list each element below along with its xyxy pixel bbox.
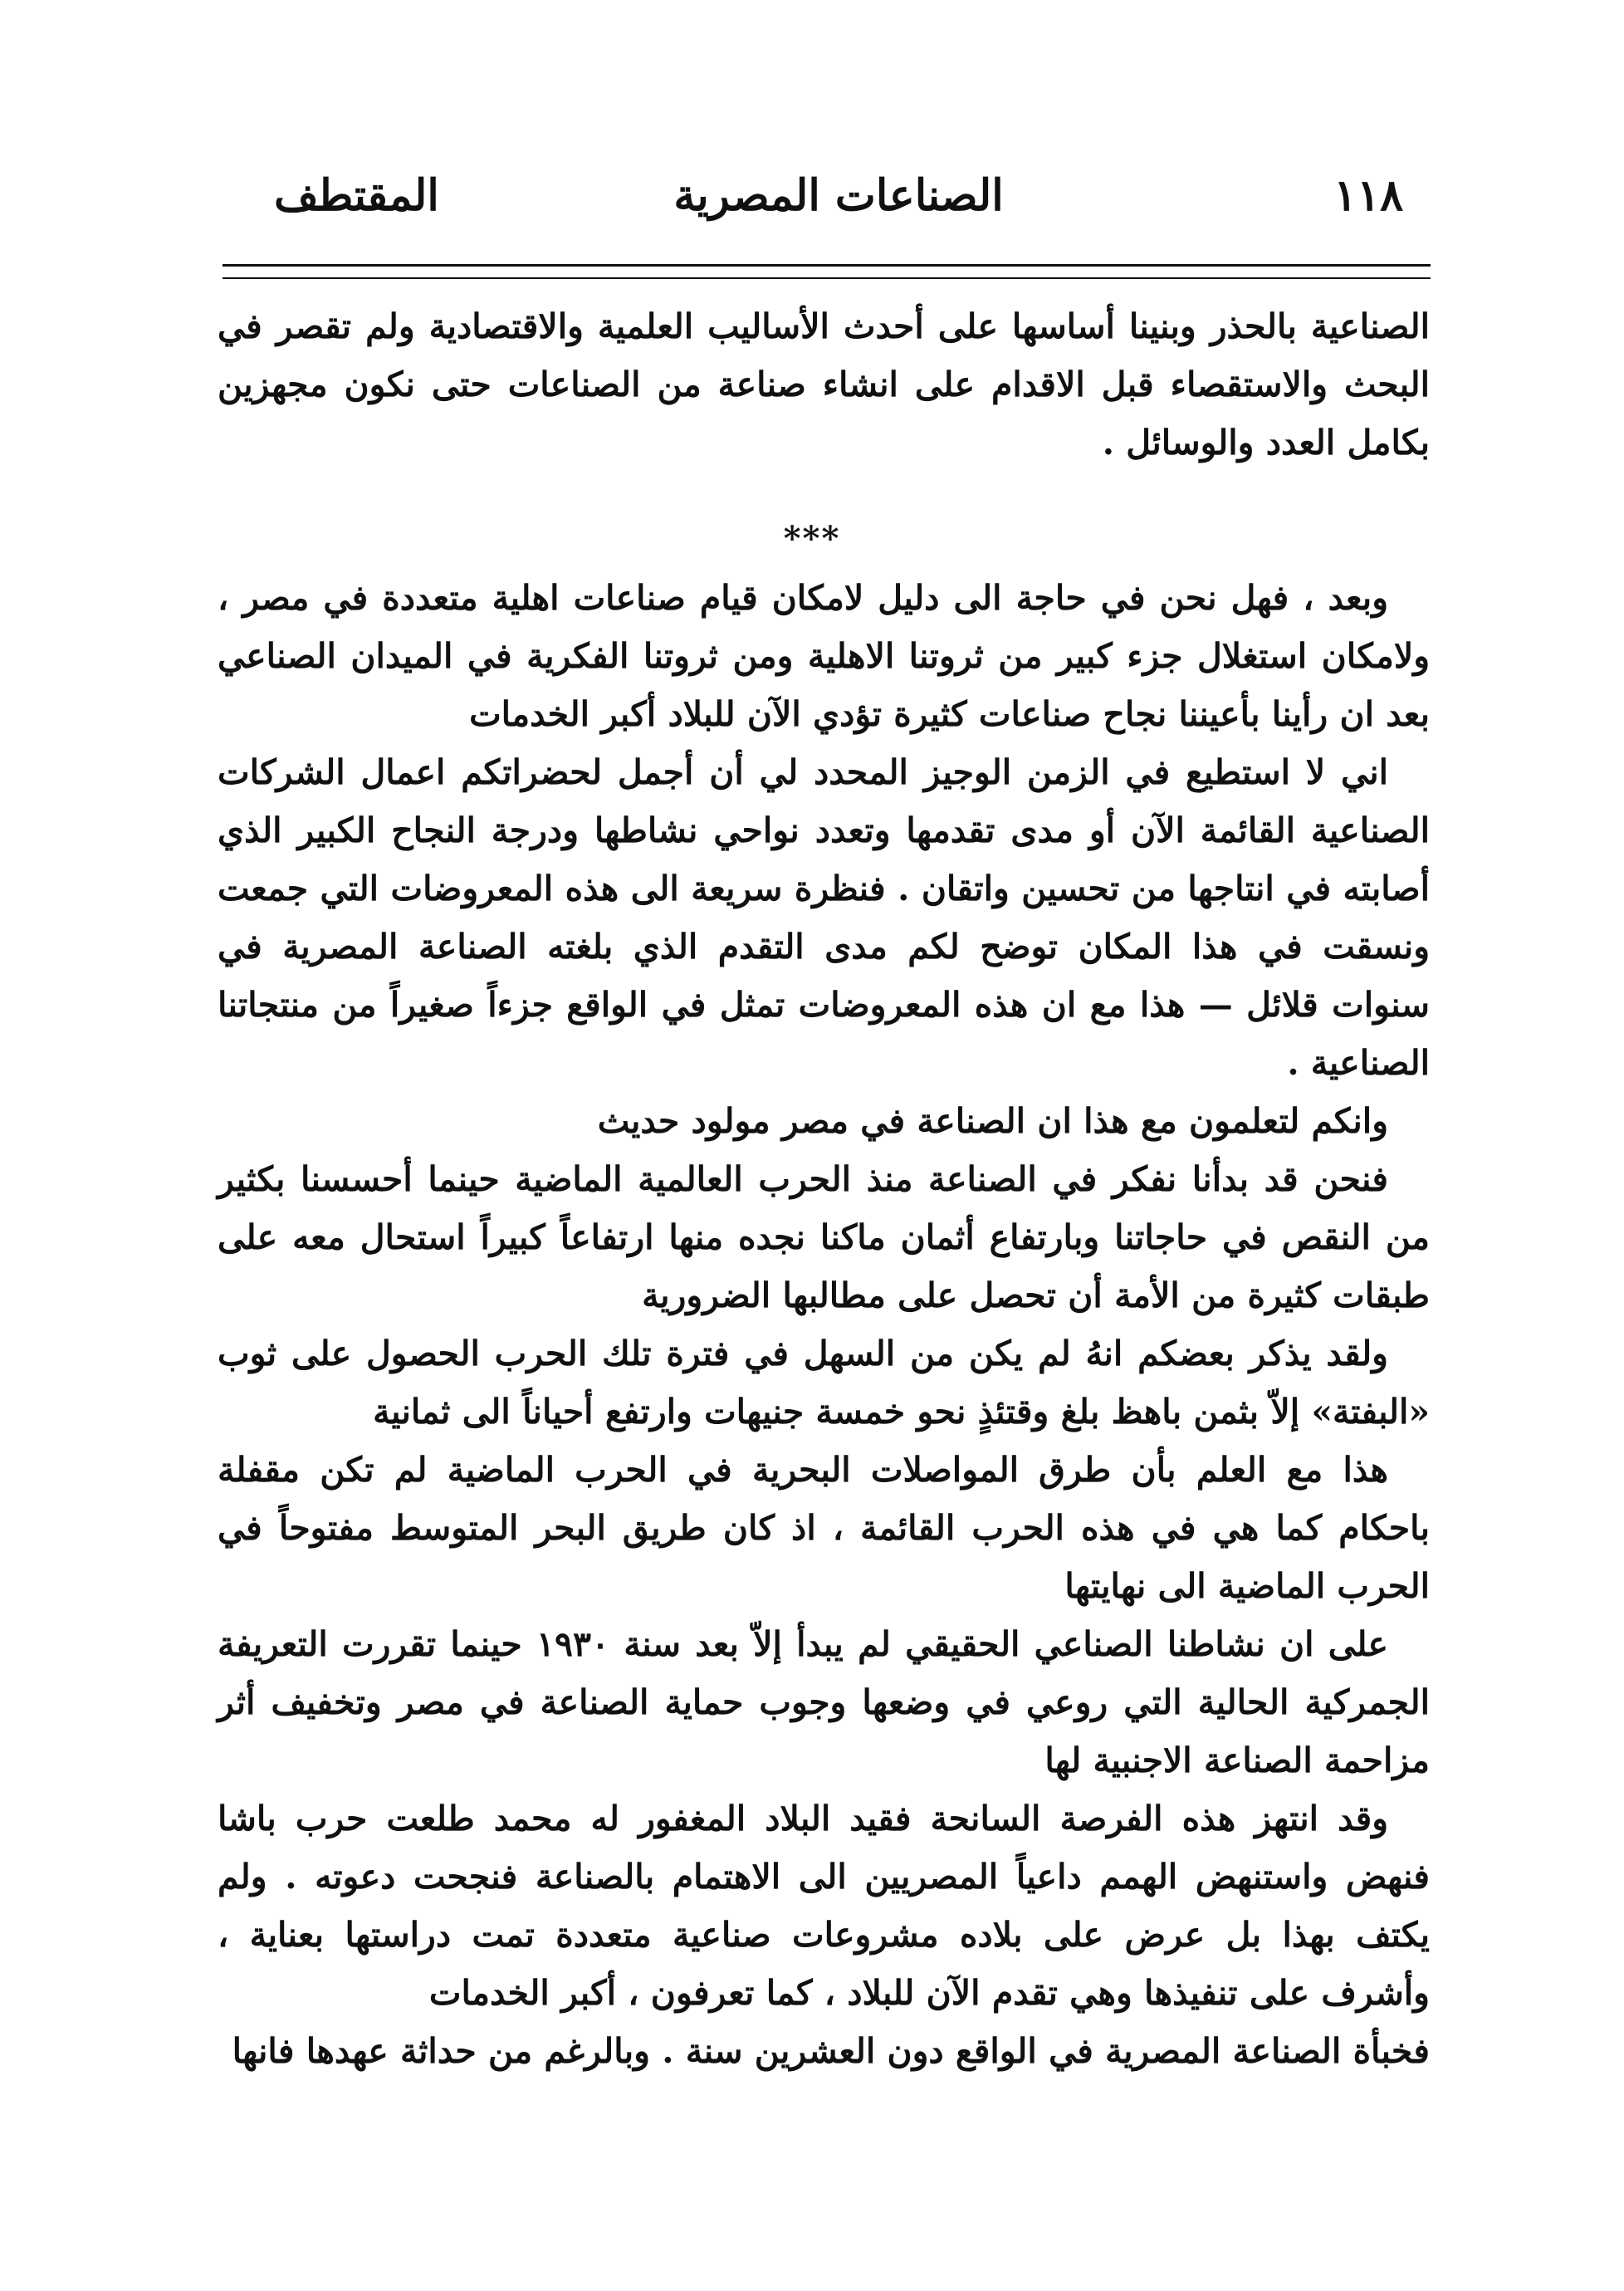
running-header	[274, 170, 1403, 237]
paragraph-3: وانكم لتعلمون مع هذا ان الصناعة في مصر مولود حديث	[597, 1101, 1388, 1141]
opening-paragraph: الصناعية بالحذر وبنينا أساسها على أحدث الأساليب العلمية والاقتصادية ولم تقصر في البحث والاستقصاء قبل الاقدام على انشاء صناعة من الصناعات حتى نكون مجهزين بكامل العدد والوسائل .	[218, 306, 1430, 463]
section-separator: ***	[783, 519, 841, 558]
journal-name: المقتطف	[274, 170, 439, 221]
paragraph-9: فخبأة الصناعة المصرية في الواقع دون العشرين سنة . وبالرغم من حداثة عهدها فانها	[232, 2031, 1430, 2071]
paragraph-1: وبعد ، فهل نحن في حاجة الى دليل لامكان قيام صناعات اهلية متعددة في مصر ، ولامكان استغلال جزء كبير من ثروتنا الاهلية ومن ثروتنا الفكرية في الميدان الصناعي بعد ان رأينا بأعيننا نجاح صناعات كثيرة تؤدي الآن للبلاد أكبر الخدمات	[218, 578, 1430, 734]
paragraph-5: ولقد يذكر بعضكم انهُ لم يكن من السهل في فترة تلك الحرب الحصول على ثوب «البفتة» إلاّ بثمن باهظ بلغ وقتئذٍ نحو خمسة جنيهات وارتفع أحياناً الى ثمانية	[218, 1334, 1430, 1432]
header-rule-secondary	[223, 277, 1431, 279]
paragraph-8: وقد انتهز هذه الفرصة السانحة فقيد البلاد المغفور له محمد طلعت حرب باشا فنهض واستنهض الهمم داعياً المصريين الى الاهتمام بالصناعة فنجحت دعوته . ولم يكتف بهذا بل عرض على بلاده مشروعات صناعية متعددة تمت دراستها بعناية ، وأشرف على تنفيذها وهي تقدم الآن للبلاد ، كما تعرفون ، أكبر الخدمات	[218, 1799, 1430, 2013]
paragraph-4: فنحن قد بدأنا نفكر في الصناعة منذ الحرب العالمية الماضية حينما أحسسنا بكثير من النقص في حاجاتنا وبارتفاع أثمان ماكنا نجده منها ارتفاعاً كبيراً استحال معه على طبقات كثيرة من الأمة أن تحصل على مطالبها الضرورية	[218, 1159, 1430, 1315]
section-title: الصناعات المصرية	[673, 170, 1004, 221]
body-text	[218, 569, 1430, 2080]
opening-text	[218, 297, 1430, 472]
page-number: ١١٨	[1333, 170, 1403, 221]
header-rule	[223, 264, 1431, 267]
paragraph-6: هذا مع العلم بأن طرق المواصلات البحرية في الحرب الماضية لم تكن مقفلة باحكام كما هي في هذه الحرب القائمة ، اذ كان طريق البحر المتوسط مفتوحاً في الحرب الماضية الى نهايتها	[218, 1450, 1430, 1606]
paragraph-7: على ان نشاطنا الصناعي الحقيقي لم يبدأ إلاّ بعد سنة ١٩٣٠ حينما تقررت التعريفة الجمركية الحالية التي روعي في وضعها وجوب حماية الصناعة في مصر وتخفيف أثر مزاحمة الصناعة الاجنبية لها	[218, 1624, 1430, 1780]
paragraph-2: اني لا استطيع في الزمن الوجيز المحدد لي أن أجمل لحضراتكم اعمال الشركات الصناعية القائمة الآن أو مدى تقدمها وتعدد نواحي نشاطها ودرجة النجاح الكبير الذي أصابته في انتاجها من تحسين واتقان . فنظرة سريعة الى هذه المعروضات التي جمعت ونسقت في هذا المكان توضح لكم مدى التقدم الذي بلغته الصناعة المصرية في سنوات قلائل — هذا مع ان هذه المعروضات تمثل في الواقع جزءاً صغيراً من منتجاتنا الصناعية .	[218, 752, 1430, 1083]
